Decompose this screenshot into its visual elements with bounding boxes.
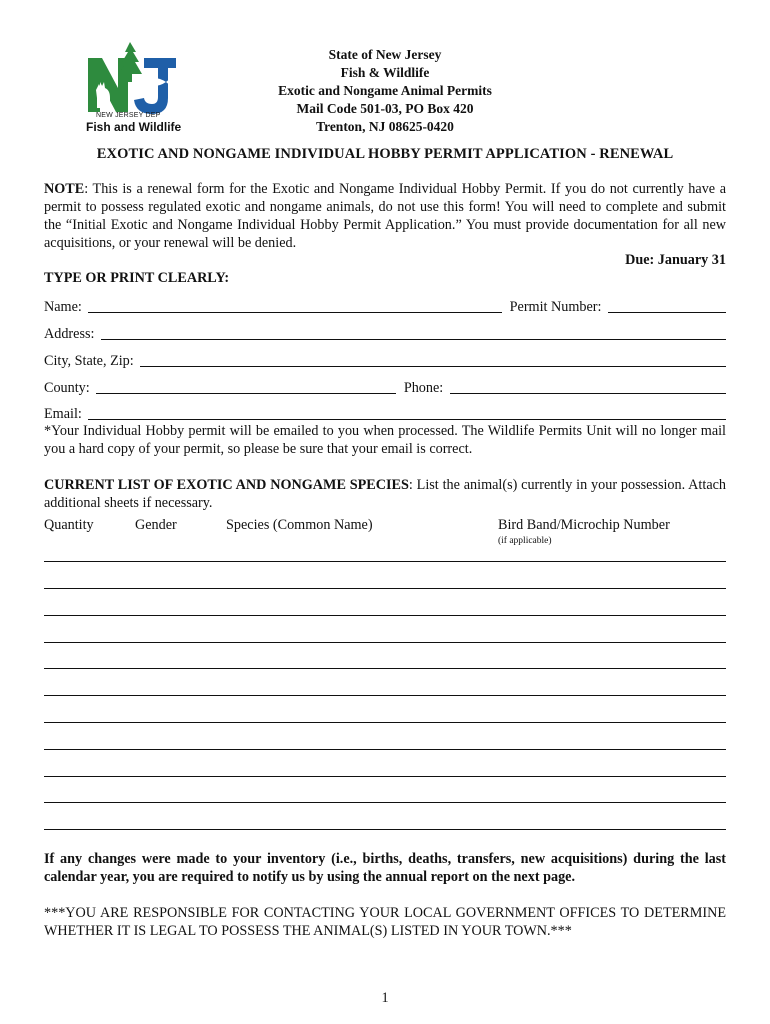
species-entry-line[interactable] — [44, 695, 726, 696]
name-field[interactable] — [88, 298, 502, 313]
address-field[interactable] — [101, 325, 726, 340]
column-species: Species (Common Name) — [226, 517, 373, 533]
note-text: : This is a renewal form for the Exotic and Nongame Individual Hobby Permit. If you do not currently have a permit to possess regulated exotic and nongame animals, do not use this form! You will need to complete and submit the “Initial Exotic and Nongame Individual Hobby Permit Application.” You must provide documentation for all new acquisitions, or your renewal will be denied. — [44, 181, 726, 251]
logo-name: Fish and Wildlife — [86, 120, 182, 134]
address-label: Address: — [44, 326, 98, 342]
column-band-note: (if applicable) — [498, 536, 552, 546]
inventory-changes-notice: If any changes were made to your inventory (i.e., births, deaths, transfers, new acquisitions) during the last calendar year, you are required to notify us by using the annual report on the next page. — [44, 851, 726, 885]
species-entry-line[interactable] — [44, 722, 726, 723]
header-line-3: Exotic and Nongame Animal Permits — [278, 83, 492, 98]
species-entry-line[interactable] — [44, 561, 726, 562]
responsibility-notice: ***YOU ARE RESPONSIBLE FOR CONTACTING YOUR LOCAL GOVERNMENT OFFICES TO DETERMINE WHETHER IT IS LEGAL TO POSSESS THE ANIMAL(S) LISTED IN YOUR TOWN.*** — [44, 905, 726, 939]
species-instructions — [44, 476, 726, 512]
type-print-heading: TYPE OR PRINT CLEARLY: — [44, 270, 230, 286]
species-entry-line[interactable] — [44, 802, 726, 803]
species-entry-line[interactable] — [44, 615, 726, 616]
email-field[interactable] — [88, 405, 726, 420]
column-gender: Gender — [135, 517, 177, 533]
agency-header — [230, 46, 540, 136]
header-line-4: Mail Code 501-03, PO Box 420 — [296, 101, 474, 116]
phone-field[interactable] — [450, 379, 726, 394]
county-field[interactable] — [96, 379, 396, 394]
species-entry-line[interactable] — [44, 668, 726, 669]
species-entry-line[interactable] — [44, 776, 726, 777]
permit-number-label: Permit Number: — [506, 299, 605, 315]
note-label: NOTE — [44, 181, 85, 197]
phone-label: Phone: — [400, 380, 447, 396]
species-entry-line[interactable] — [44, 642, 726, 643]
column-band-number: Bird Band/Microchip Number — [498, 517, 670, 533]
header-line-1: State of New Jersey — [328, 47, 442, 62]
city-state-zip-label: City, State, Zip: — [44, 353, 138, 369]
city-state-zip-field[interactable] — [140, 352, 726, 367]
page-number: 1 — [381, 990, 389, 1006]
email-row — [44, 403, 726, 423]
header-line-5: Trenton, NJ 08625-0420 — [316, 119, 454, 134]
species-entry-line[interactable] — [44, 829, 726, 830]
species-entry-line[interactable] — [44, 749, 726, 750]
email-note: *Your Individual Hobby permit will be emailed to you when processed. The Wildlife Permits Unit will no longer mail you a hard copy of your permit, so please be sure that your email is correct. — [44, 423, 726, 457]
address-row — [44, 323, 726, 343]
column-quantity: Quantity — [44, 517, 94, 533]
email-label: Email: — [44, 406, 86, 422]
note-paragraph — [44, 180, 726, 252]
city-state-zip-row — [44, 350, 726, 370]
due-date: Due: January 31 — [625, 252, 726, 268]
logo-subtext: NEW JERSEY DEP — [96, 112, 161, 119]
name-row — [44, 296, 726, 316]
species-entry-line[interactable] — [44, 588, 726, 589]
species-text: : List the animal(s) currently in your possession. Attach additional sheets if necessary. — [44, 477, 727, 511]
county-label: County: — [44, 380, 94, 396]
name-label: Name: — [44, 299, 86, 315]
form-title: EXOTIC AND NONGAME INDIVIDUAL HOBBY PERMIT APPLICATION - RENEWAL — [96, 146, 674, 162]
permit-number-field[interactable] — [608, 298, 726, 313]
header-line-2: Fish & Wildlife — [340, 65, 430, 80]
county-phone-row — [44, 377, 726, 397]
species-label: CURRENT LIST OF EXOTIC AND NONGAME SPECIES — [44, 477, 409, 493]
